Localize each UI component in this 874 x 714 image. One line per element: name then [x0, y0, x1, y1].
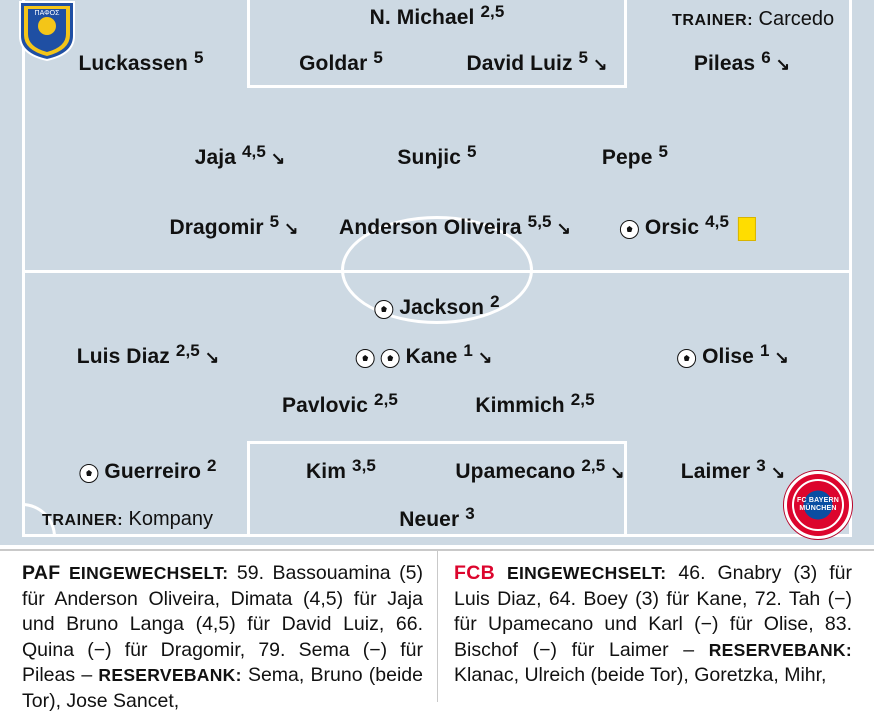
- substitution-arrow-icon: ↘: [775, 55, 791, 74]
- eingewechselt-label-paf: EINGEWECHSELT:: [68, 563, 229, 583]
- player-laimer: [680, 456, 786, 484]
- team-tag-paf: PAF: [22, 562, 61, 584]
- player-grade: 1: [759, 341, 770, 360]
- eingewechselt-label-fcb: EINGEWECHSELT:: [506, 563, 667, 583]
- player-grade: 5,5: [527, 212, 552, 231]
- player-grade: 2,5: [374, 390, 398, 409]
- player-grade: 4,5: [705, 212, 730, 231]
- player-pepe: [601, 142, 669, 170]
- player-guerreiro: [79, 456, 217, 484]
- player-anderson-oliveira: [339, 212, 571, 240]
- substitution-arrow-icon: ↘: [610, 463, 625, 482]
- player-kim: [306, 456, 376, 484]
- reservebank-text-fcb: Klanac, Ulreich (beide Tor), Goretzka, Mihr,: [454, 664, 827, 686]
- player-name: Pavlovic: [282, 394, 369, 417]
- player-name: Jackson: [399, 296, 485, 319]
- goal-ball-icon: [677, 349, 696, 368]
- player-grade: 3,5: [352, 456, 376, 475]
- player-name: Orsic: [644, 216, 700, 239]
- crest-text-line2: MÜNCHEN: [799, 505, 837, 512]
- player-pileas: [693, 48, 791, 76]
- notes-column-paf: [0, 551, 437, 712]
- player-name: Pepe: [601, 146, 653, 169]
- crest-text-line1: FC BAYERN: [797, 497, 839, 504]
- trainer-away-label: TRAINER:: [672, 12, 754, 29]
- player-david-luiz: [466, 48, 608, 76]
- player-grade: 5: [578, 48, 589, 67]
- bayern-munich-crest-icon: [784, 471, 852, 539]
- player-grade: 5: [658, 142, 669, 161]
- reservebank-text-paf: Sema, Bruno (beide Tor), Jose Sancet,: [22, 664, 423, 712]
- player-grade: 5: [373, 48, 383, 67]
- goal-ball-icon: [381, 349, 400, 368]
- player-sunjic: [397, 142, 477, 170]
- player-name: Goldar: [299, 52, 368, 75]
- goal-ball-icon: [356, 349, 375, 368]
- player-upamecano: [455, 456, 625, 484]
- svg-text:ΠΑΦΟΣ: ΠΑΦΟΣ: [34, 10, 60, 17]
- player-grade: 3: [756, 456, 766, 475]
- player-luckassen: [78, 48, 204, 76]
- player-name: Luis Diaz: [76, 345, 170, 368]
- trainer-away: [672, 8, 834, 31]
- player-goldar: [299, 48, 383, 76]
- player-name: Kane: [405, 345, 458, 368]
- trainer-away-name: Carcedo: [758, 8, 835, 30]
- player-grade: 6: [761, 48, 771, 67]
- trainer-home: [42, 508, 213, 531]
- substitution-arrow-icon: ↘: [593, 55, 608, 74]
- eingewechselt-text-fcb: 46. Gnabry (3) für Luis Diaz, 64. Boey (3) für Kane, 72. Tah (−) für Upamecano und Karl (−) für Olise, 83. Bischof (−) für Laimer –: [454, 562, 852, 661]
- substitution-arrow-icon: ↘: [556, 219, 571, 238]
- player-name: Upamecano: [455, 460, 576, 483]
- player-name: Anderson Oliveira: [339, 216, 522, 239]
- player-name: Kim: [306, 460, 347, 483]
- substitution-arrow-icon: ↘: [477, 348, 493, 367]
- substitutions-notes: [0, 551, 874, 712]
- player-name: Jaja: [194, 146, 236, 169]
- player-pavlovic: [282, 390, 398, 418]
- player-name: Luckassen: [78, 52, 188, 75]
- player-kane: [356, 341, 493, 369]
- player-kimmich: [475, 390, 595, 418]
- player-luis-diaz: [76, 341, 220, 369]
- player-name: Kimmich: [475, 394, 565, 417]
- team-tag-fcb: FCB: [454, 562, 495, 584]
- player-jackson: [374, 292, 500, 320]
- goal-ball-icon: [79, 464, 98, 483]
- reservebank-label-fcb: RESERVEBANK:: [708, 639, 852, 660]
- player-grade: 2: [207, 456, 217, 475]
- player-name: Sunjic: [397, 146, 462, 169]
- player-orsic: [620, 212, 756, 240]
- goal-ball-icon: [374, 300, 393, 319]
- player-grade: 2: [490, 292, 500, 311]
- substitution-arrow-icon: ↘: [284, 219, 299, 238]
- player-grade: 5: [193, 48, 204, 67]
- player-name: Olise: [702, 345, 754, 368]
- player-dragomir: [169, 212, 299, 240]
- player-grade: 3: [465, 504, 475, 523]
- yellow-card-icon: [738, 217, 756, 241]
- player-name: Neuer: [399, 508, 460, 531]
- notes-column-fcb: [437, 551, 874, 702]
- substitution-arrow-icon: ↘: [204, 348, 220, 367]
- substitution-arrow-icon: ↘: [270, 149, 286, 168]
- eingewechselt-text-paf: 59. Bassouamina (5) für Anderson Oliveira, Dimata (4,5) für Jaja und Bruno Langa (4,5) für David Luiz, 66. Quina (−) für Dragomir, 79. Sema (−) für Pileas –: [22, 562, 423, 686]
- player-grade: 2,5: [581, 456, 606, 475]
- player-name: Laimer: [680, 460, 751, 483]
- reservebank-label-paf: RESERVEBANK:: [98, 665, 242, 685]
- player-jaja: [194, 142, 286, 170]
- player-name: Pileas: [693, 52, 756, 75]
- player-olise: [677, 341, 789, 369]
- substitution-arrow-icon: ↘: [770, 463, 786, 482]
- player-grade: 5: [269, 212, 280, 231]
- paphos-crest-icon: [18, 0, 76, 62]
- player-grade: 2,5: [480, 2, 505, 21]
- substitution-arrow-icon: ↘: [774, 348, 789, 367]
- player-grade: 2,5: [175, 341, 200, 360]
- trainer-home-label: TRAINER:: [42, 512, 124, 529]
- player-neuer: [399, 504, 475, 532]
- goal-ball-icon: [620, 220, 639, 239]
- player-n-michael: [369, 2, 505, 30]
- trainer-home-name: Kompany: [128, 508, 214, 530]
- player-grade: 1: [463, 341, 473, 360]
- player-name: Dragomir: [169, 216, 264, 239]
- player-name: Guerreiro: [104, 460, 202, 483]
- player-grade: 2,5: [570, 390, 595, 409]
- player-grade: 4,5: [241, 142, 266, 161]
- player-name: David Luiz: [466, 52, 573, 75]
- player-grade: 5: [467, 142, 477, 161]
- player-name: N. Michael: [369, 6, 475, 29]
